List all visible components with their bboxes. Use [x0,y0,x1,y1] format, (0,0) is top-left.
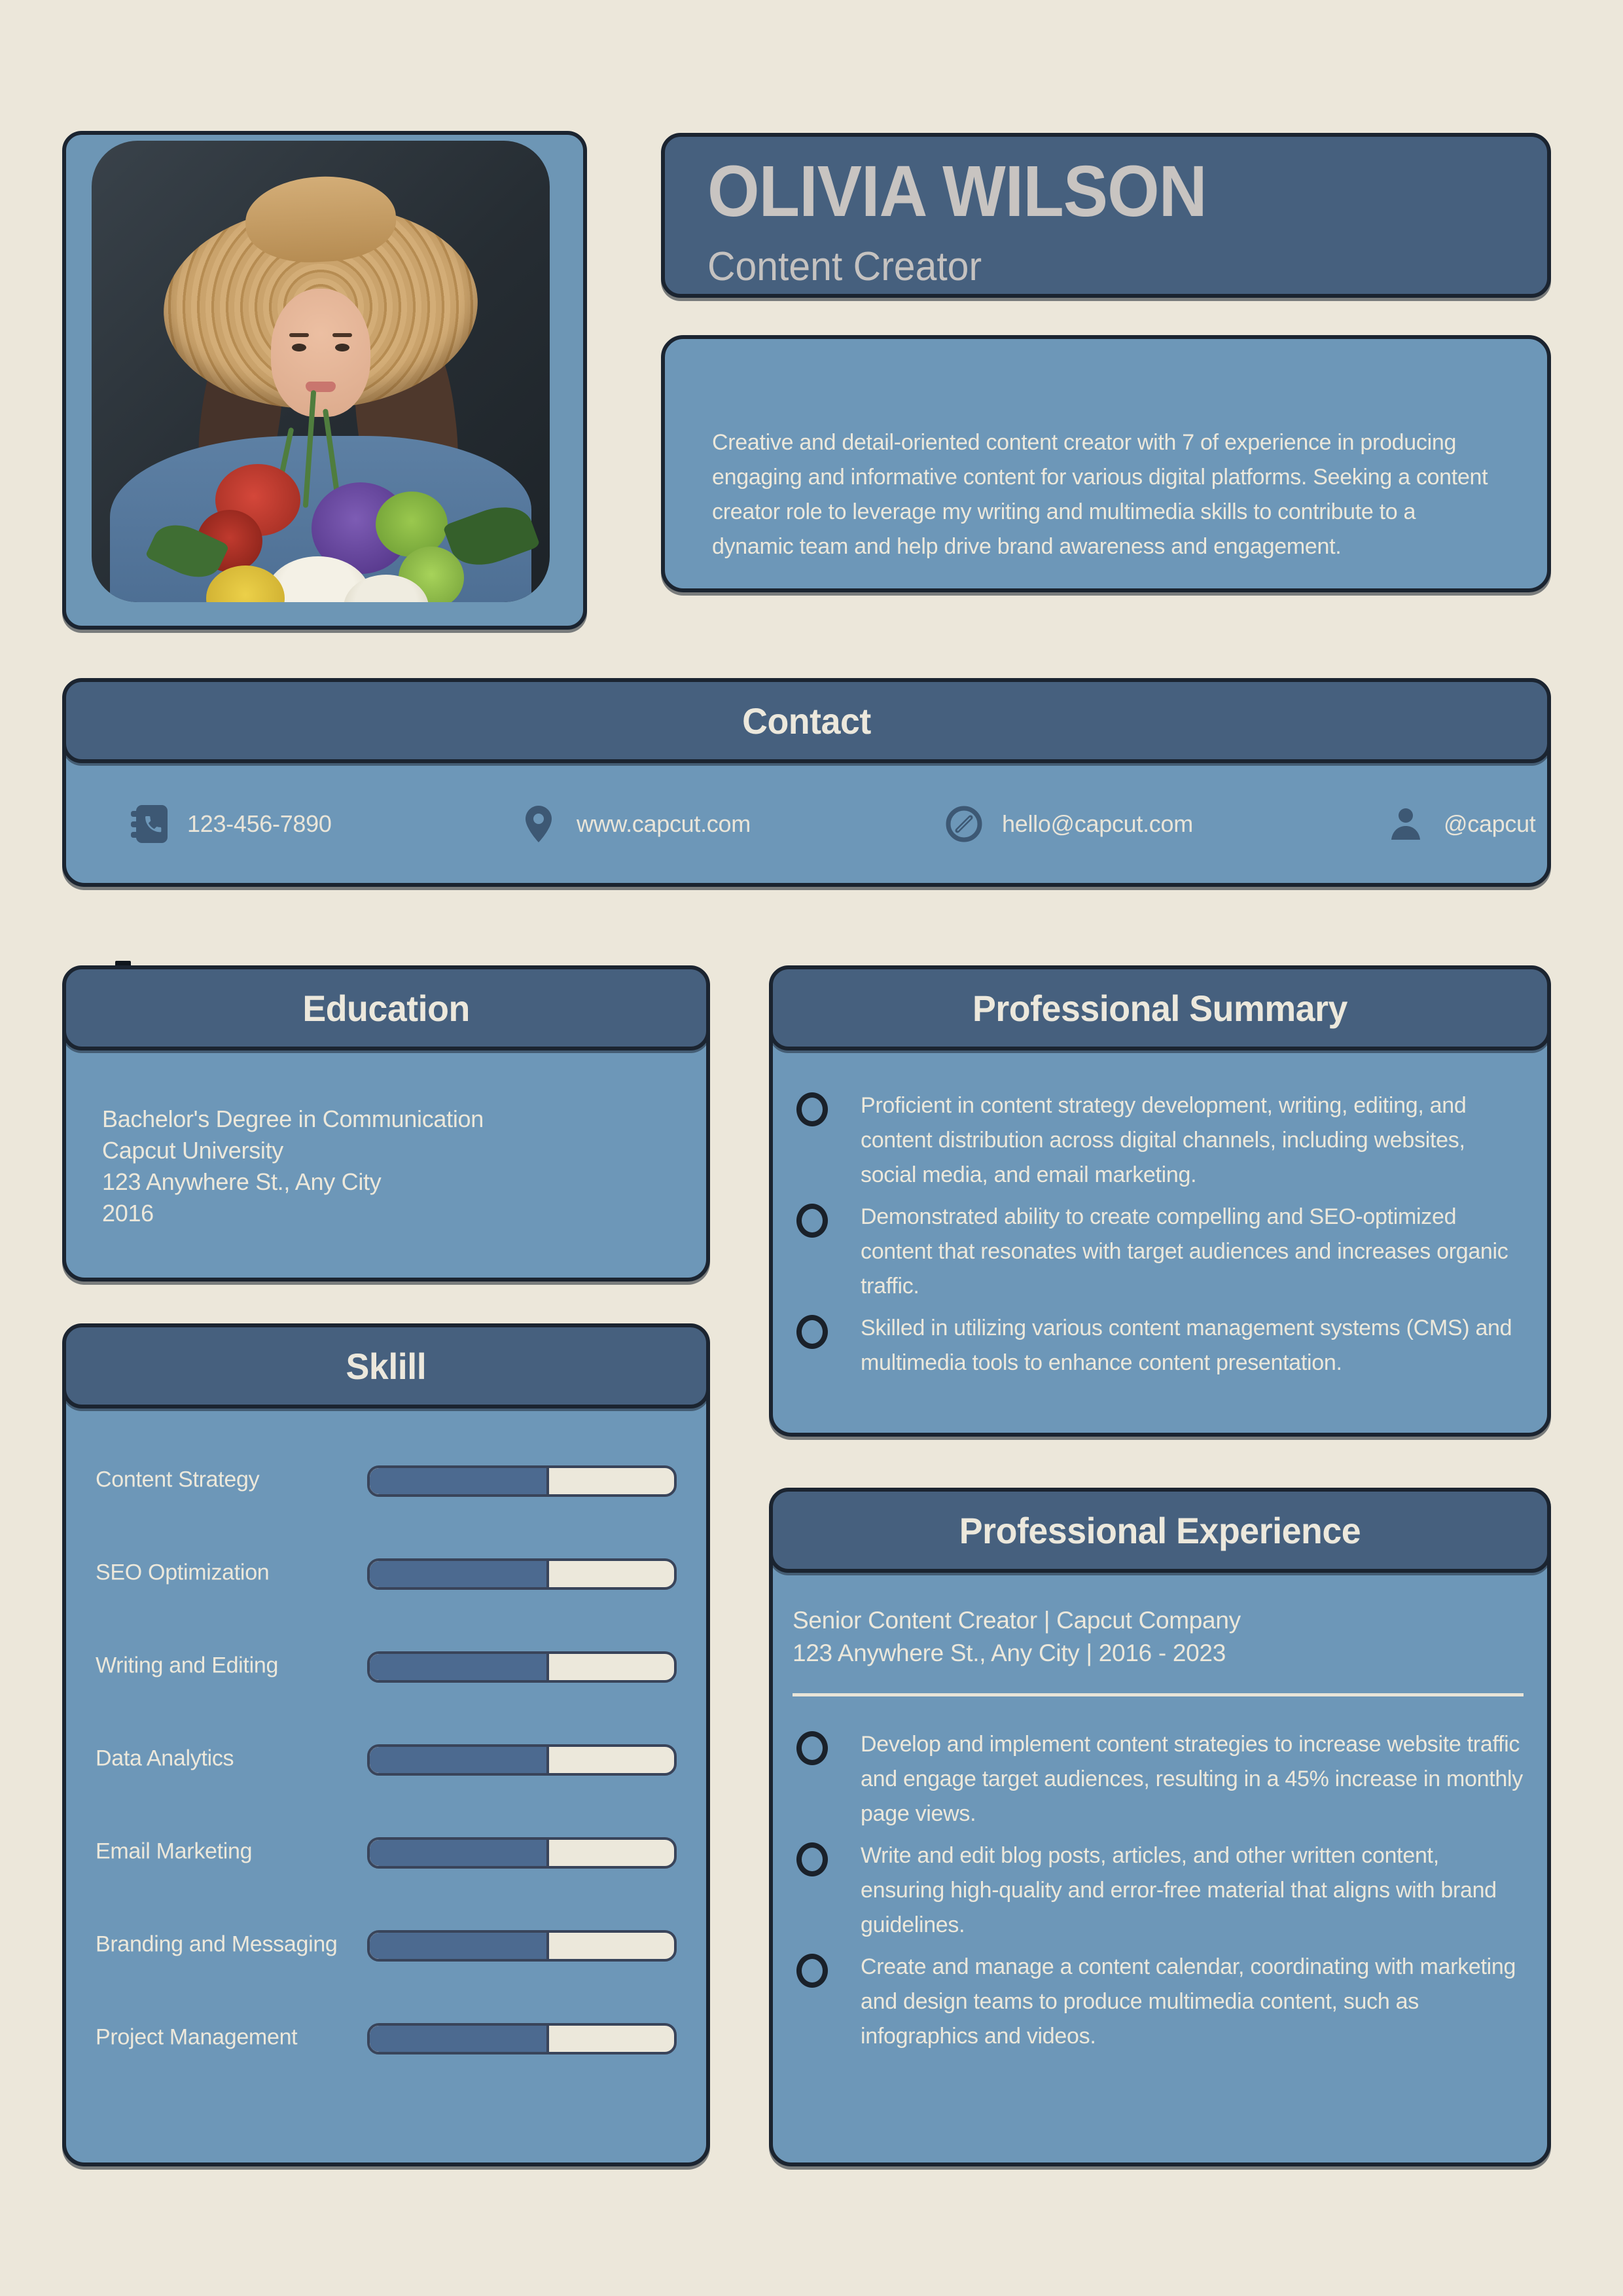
experience-bullet [796,1727,1524,1831]
skill-label: SEO Optimization [96,1560,270,1585]
professional-experience-header [769,1488,1551,1573]
job-title-block [793,1604,1241,1670]
summary-bullet-text: Skilled in utilizing various content management systems (CMS) and multimedia tools to enhance content presentation. [861,1316,1512,1375]
skill-progress-fill [370,1747,549,1773]
education-school: Capcut University [102,1137,283,1164]
skill-progress-bar [367,1930,677,1962]
skill-row [66,1558,706,1587]
skill-progress-fill [370,1933,549,1959]
skill-progress-bar [367,1465,677,1497]
skill-progress-bar [367,1651,677,1683]
person-role: Content Creator [707,244,982,289]
skill-row [66,1465,706,1494]
experience-divider [793,1693,1524,1696]
profile-photo-frame [62,131,587,630]
experience-bullet-text: Write and edit blog posts, articles, and other written content, ensuring high-quality and error-free material that aligns with brand guidelines. [861,1843,1497,1937]
skills-section-title: Sklill [346,1345,427,1387]
ring-bullet-icon [796,1731,828,1765]
professional-summary-section [769,965,1551,1437]
skill-row [66,1837,706,1866]
skill-progress-fill [370,1468,549,1494]
email-address: hello@capcut.com [1002,810,1193,837]
skill-progress-fill [370,1561,549,1587]
professional-experience-title: Professional Experience [959,1509,1361,1551]
education-section [62,965,710,1282]
job-meta-line: 123 Anywhere St., Any City | 2016 - 2023 [793,1640,1226,1666]
ring-bullet-icon [796,1842,828,1876]
lips-illustration [306,382,336,392]
contact-section-header [62,678,1551,763]
skill-label: Data Analytics [96,1746,234,1771]
education-section-title: Education [302,987,470,1029]
ring-bullet-icon [796,1092,828,1126]
skill-row [66,1744,706,1773]
ring-bullet-icon [796,1954,828,1988]
about-text: Creative and detail-oriented content creator with 7 of experience in producing engaging and informative content for various digital platforms. Seeking a content creator role to leverage my writing and multimedia skills to contribute to a dynamic team and help drive brand awareness and engagement. [712,430,1488,559]
education-address: 123 Anywhere St., Any City [102,1168,382,1195]
person-icon [1385,803,1427,845]
education-section-header [62,965,710,1050]
contact-item-social [1385,801,1536,847]
experience-bullet-text: Develop and implement content strategies to increase website traffic and engage target audiences, resulting in a 45% increase in monthly page views. [861,1732,1523,1826]
skill-label: Project Management [96,2024,298,2050]
ring-bullet-icon [796,1204,828,1238]
experience-bullet-text: Create and manage a content calendar, coordinating with marketing and design teams to produce multimedia content, such as infographics and videos. [861,1954,1516,2049]
eye-illustration [292,344,306,351]
contact-item-website [518,801,751,847]
professional-summary-header [769,965,1551,1050]
eyebrow-illustration [332,333,352,337]
summary-bullet-text: Proficient in content strategy development, writing, editing, and content distribution across digital channels, including websites, social media, and email marketing. [861,1093,1467,1187]
skills-section [62,1323,710,2166]
location-pin-icon [518,803,560,845]
summary-bullet [796,1311,1524,1380]
person-name: OLIVIA WILSON [707,151,1207,232]
skill-label: Writing and Editing [96,1653,279,1678]
name-header-panel [661,133,1551,298]
contact-item-phone [128,801,332,847]
skill-progress-fill [370,1654,549,1680]
skills-section-header [62,1323,710,1408]
skill-label: Branding and Messaging [96,1931,338,1957]
website-url: www.capcut.com [577,810,751,837]
education-year: 2016 [102,1200,154,1227]
summary-bullet-text: Demonstrated ability to create compelling and SEO-optimized content that resonates with target audiences and increases organic traffic. [861,1204,1508,1299]
skill-label: Email Marketing [96,1839,253,1864]
contact-item-email [943,801,1193,847]
eyebrow-illustration [289,333,309,337]
summary-bullet [796,1088,1524,1193]
face-illustration [271,289,370,417]
skill-progress-fill [370,1840,549,1866]
skill-row [66,1651,706,1680]
professional-experience-section [769,1488,1551,2166]
skill-progress-fill [370,2026,549,2052]
skill-label: Content Strategy [96,1467,260,1492]
professional-summary-title: Professional Summary [972,987,1348,1029]
experience-bullet [796,1839,1524,1943]
skill-row [66,1930,706,1959]
skill-progress-bar [367,1744,677,1776]
education-degree: Bachelor's Degree in Communication [102,1105,484,1132]
summary-bullet [796,1200,1524,1304]
skill-progress-bar [367,1837,677,1869]
experience-bullet [796,1950,1524,2054]
job-role-line: Senior Content Creator | Capcut Company [793,1607,1241,1634]
ring-bullet-icon [796,1315,828,1349]
social-handle: @capcut [1444,810,1536,837]
eye-illustration [335,344,349,351]
link-icon [943,803,985,845]
skill-progress-bar [367,1558,677,1590]
about-panel [661,335,1551,592]
skill-progress-bar [367,2023,677,2054]
profile-photo [92,141,550,602]
contact-section-title: Contact [742,700,871,742]
phone-number: 123-456-7890 [187,810,332,837]
contact-section [62,678,1551,887]
skill-row [66,2023,706,2052]
phone-book-icon [128,803,170,845]
